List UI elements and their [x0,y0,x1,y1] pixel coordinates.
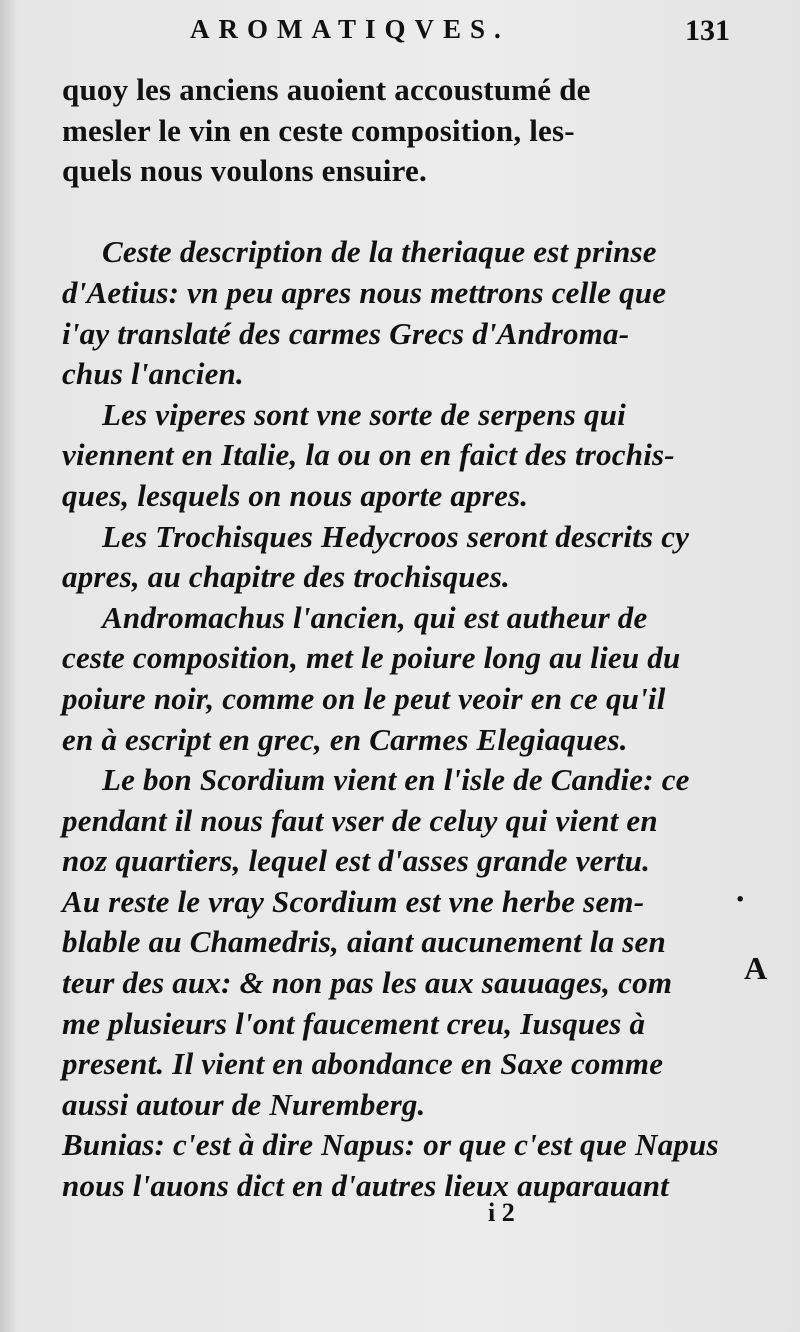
signature-mark: i 2 [488,1198,515,1227]
text-line: ques, lesquels on nous aporte apres. [62,477,529,513]
text-line: nous l'auons dict en d'autres lieux auparauant [62,1168,669,1204]
text-line: Au reste le vray Scordium est vne herbe sem- [62,883,645,919]
text-line: mesler le vin en ceste composition, les- [62,112,575,148]
text-line: Andromachus l'ancien, qui est autheur de [102,599,648,635]
margin-note: A [744,950,768,986]
text-line: viennent en Italie, la ou on en faict des trochis- [62,437,675,473]
text-line: chus l'ancien. [62,356,244,392]
text-line: ceste composition, met le poiure long au lieu du [62,640,681,676]
text-line: blable au Chamedris, aiant aucunement la sen [62,924,666,960]
text-line [62,192,727,233]
page-header [190,14,730,54]
text-line: d'Aetius: vn peu apres nous mettrons celle que [62,274,667,310]
page-number: 131 [685,14,730,47]
text-line: Le bon Scordium vient en l'isle de Candie: ce [102,762,690,798]
text-line: Ceste description de la theriaque est prinse [102,234,657,270]
text-line: quels nous voulons ensuire. [62,153,427,189]
margin-dot: · [735,882,746,917]
text-line: present. Il vient en abondance en Saxe comme [62,1046,664,1082]
text-line: Les Trochisques Hedycroos seront descrits cy [102,518,690,554]
text-line: teur des aux: & non pas les aux sauuages, com [62,965,673,1001]
text-line: aussi autour de Nuremberg. [62,1086,426,1122]
text-line: apres, au chapitre des trochisques. [62,559,510,595]
text-line: pendant il nous faut vser de celuy qui vient en [62,802,658,838]
text-line: en à escript en grec, en Carmes Elegiaques. [62,721,628,757]
text-line: Bunias: c'est à dire Napus: or que c'est que Napus [62,1127,719,1163]
text-line: poiure noir, comme on le peut veoir en ce qu'il [62,680,666,716]
text-line: Les viperes sont vne sorte de serpens qui [102,396,626,432]
running-title: AROMATIQVES. [190,14,510,44]
text-line: i'ay translaté des carmes Grecs d'Androma- [62,315,630,351]
text-line: me plusieurs l'ont faucement creu, Iusques à [62,1005,646,1041]
text-line: noz quartiers, lequel est d'asses grande vertu. [62,843,651,879]
text-line: quoy les anciens auoient accoustumé de [62,72,591,107]
body-text [62,70,727,1207]
